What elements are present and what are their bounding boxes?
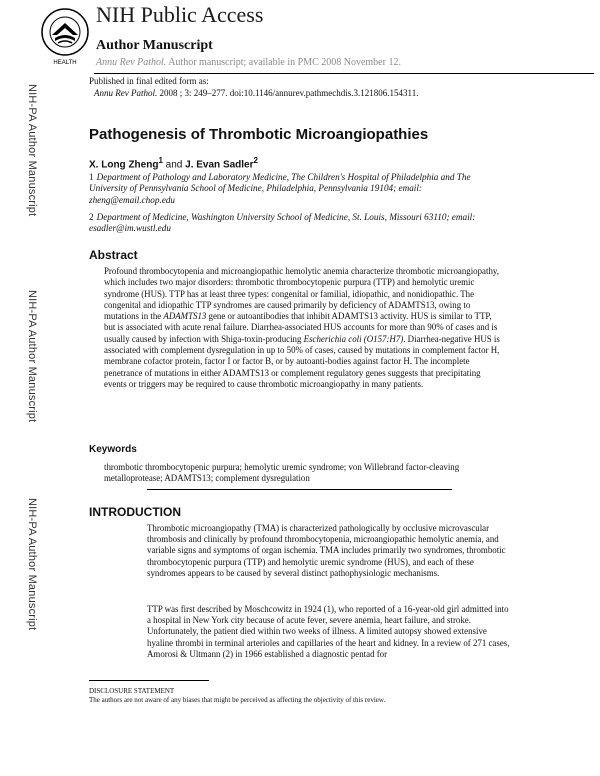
disclosure-heading: DISCLOSURE STATEMENT — [89, 687, 175, 695]
keywords-divider — [147, 489, 452, 490]
author-affiliation-marker: 1 — [158, 156, 163, 165]
svg-text:HEALTH: HEALTH — [53, 60, 77, 66]
author-name: X. Long Zheng — [89, 159, 159, 171]
organism-name: Escherichia coli (O157:H7) — [303, 333, 404, 344]
header-subtitle: Author Manuscript — [96, 38, 213, 53]
abstract-part: Profound thrombocytopenia and microangiopathic hemolytic anemia characterize thrombotic microangiopathy, which includes two major disorders: thrombotic thrombocytopenic purpura (TTP) and hemolytic uremic syndrome (HUS). TTP has at least three types: congenital or familial, idiopathic, and nonidiopathic. The congenital and idiopathic TTP syndromes are caused primarily by deficiency of ADAMTS13, owing to mutations in the — [104, 266, 499, 322]
side-watermark-top: NIH-PA Author Manuscript — [26, 84, 38, 217]
intro-paragraph-1: Thrombotic microangiopathy (TMA) is characterized pathologically by occlusive microvascular thrombosis and clinically by profound thrombocytopenia, microangiopathic hemolytic anemia, and variable signs and symptoms of organ ischemia. TMA includes primarily two syndromes, thrombotic thrombocytopenic purpura (TTP) and hemolytic uremic syndrome (HUS), and each of these syndromes appears to be caused by several distinct pathophysiologic mechanisms. — [147, 523, 506, 578]
nih-seal-logo — [40, 4, 90, 66]
affiliation-text: Department of Medicine, Washington University School of Medicine, St. Louis, Missouri 63110; email: esadler@im.wustl.edu — [89, 212, 476, 234]
citation-details: 2008 ; 3: 249–277. doi:10.1146/annurev.pathmechdis.3.121806.154311. — [157, 88, 419, 98]
affiliation-1 — [89, 172, 509, 206]
affiliation-number: 1 — [89, 172, 94, 182]
author-conjunction: and — [162, 159, 186, 171]
header-title: NIH Public Access — [96, 2, 264, 27]
header-journal-name: Annu Rev Pathol. — [96, 57, 167, 68]
gene-name: ADAMTS13 — [163, 311, 207, 322]
abstract-heading: Abstract — [89, 248, 138, 262]
abstract-text — [104, 266, 502, 390]
side-watermark-middle: NIH-PA Author Manuscript — [26, 290, 38, 423]
author-list — [89, 156, 258, 170]
affiliation-number: 2 — [89, 212, 94, 222]
citation-journal: Annu Rev Pathol. — [94, 88, 158, 98]
citation-line — [94, 88, 418, 98]
abstract-part: . Diarrhea-negative HUS is associated with complement dysregulation in up to 50% of cases, caused by mutations in complement factor H, membrane cofactor protein, factor I or factor B, or by autoanti-bodies against factor H. The incomplete penetrance of mutations in either ADAMTS13 or complement regulatory genes suggests that precipitating events or triggers may be required to cause thrombotic microangiopathy in many patients. — [104, 333, 500, 389]
header-journal-line — [96, 57, 401, 68]
author-name: J. Evan Sadler — [185, 159, 254, 171]
side-watermark-bottom: NIH-PA Author Manuscript — [26, 498, 38, 631]
introduction-heading: INTRODUCTION — [89, 505, 181, 519]
article-title: Pathogenesis of Thrombotic Microangiopathies — [89, 126, 429, 143]
keywords-text: thrombotic thrombocytopenic purpura; hemolytic uremic syndrome; von Willebrand factor-cleaving metalloprotease; ADAMTS13; complement dysregulation — [104, 462, 460, 484]
header-availability: Author manuscript; available in PMC 2008 November 12. — [166, 57, 401, 68]
keywords-heading: Keywords — [89, 444, 137, 455]
affiliation-2 — [89, 212, 509, 235]
published-in-label: Published in final edited form as: — [89, 76, 209, 86]
intro-paragraph-2: TTP was first described by Moschcowitz in 1924 (1), who reported of a 16-year-old girl admitted into a hospital in New York city because of acute fever, severe anemia, heart failure, and stroke. Unfortunately, the patient died within two weeks of illness. A limited autopsy showed extensive hyaline thrombi in terminal arterioles and capillaries of the heart and kidney. In a review of 271 cases, Amorosi & Ultmann (2) in 1966 established a diagnostic pentad for — [147, 604, 510, 659]
disclosure-text: The authors are not aware of any biases that might be perceived as affecting the objectivity of this review. — [89, 696, 386, 704]
affiliation-text: Department of Pathology and Laboratory Medicine, The Children's Hospital of Philadelphia and The University of Pennsylvania School of Medicine, Philadelphia, Pennsylvania 19104; email: zheng@email.chop.edu — [89, 172, 471, 205]
footnote-divider — [89, 680, 209, 681]
author-affiliation-marker: 2 — [253, 156, 258, 165]
header-divider — [94, 73, 594, 74]
abstract-part: gene or autoantibodies that inhibit ADAMTS13 activity. HUS is similar to TTP, but is associated with acute renal failure. Diarrhea-associated HUS accounts for more than 90% of cases and is usually caused by infection with Shiga-toxin-producing — [104, 311, 498, 344]
